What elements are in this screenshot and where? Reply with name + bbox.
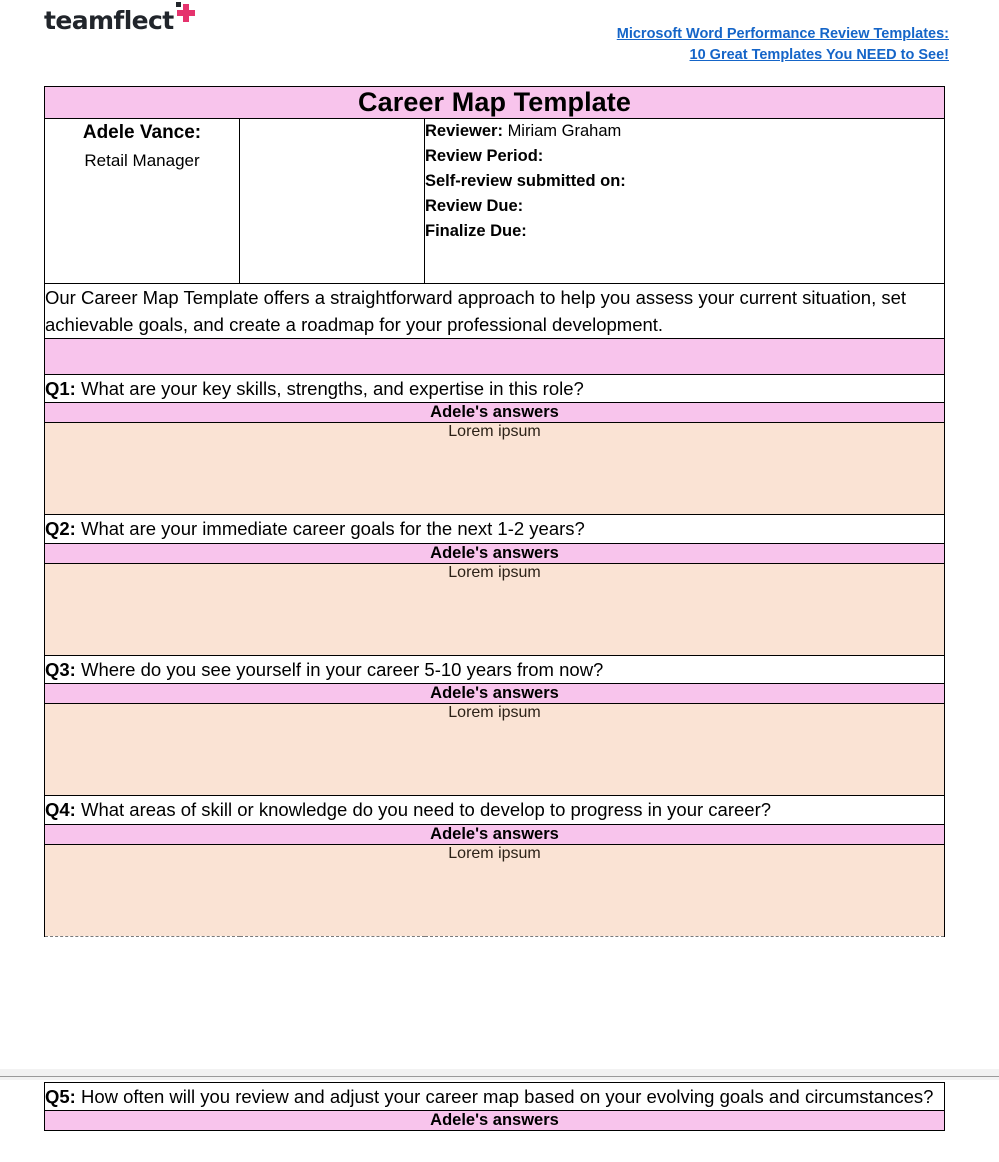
meta-reviewer-label: Reviewer: — [425, 122, 503, 140]
meta-reviewer — [425, 119, 944, 144]
question-2-number: Q2: — [45, 518, 76, 540]
teamflect-logo[interactable] — [44, 8, 197, 33]
promo-link[interactable] — [617, 24, 949, 66]
question-4-text: What areas of skill or knowledge do you need to develop to progress in your career? — [80, 799, 772, 821]
pink-spacer-band — [45, 339, 945, 375]
table-row-question-5 — [45, 1083, 945, 1111]
meta-reviewer-value: Miriam Graham — [507, 122, 622, 140]
table-row-answers-header-3 — [45, 684, 945, 704]
table-row-answers-header-5 — [45, 1111, 945, 1131]
logo-wordmark: teamflect — [44, 6, 174, 35]
answers-header-3: Adele's answers — [45, 684, 945, 704]
meta-review-due — [425, 194, 944, 219]
review-meta-cell — [425, 119, 945, 284]
question-5-cell — [45, 1083, 945, 1111]
plus-icon — [175, 2, 197, 24]
table-row-description — [45, 284, 945, 339]
table-row-answer-4 — [45, 844, 945, 936]
meta-self-review — [425, 169, 944, 194]
employee-role: Retail Manager — [84, 150, 200, 170]
question-2-text: What are your immediate career goals for the next 1-2 years? — [80, 518, 585, 540]
answers-header-4: Adele's answers — [45, 824, 945, 844]
table-row-question-4 — [45, 796, 945, 824]
question-4-number: Q4: — [45, 799, 76, 821]
answers-header-5: Adele's answers — [45, 1111, 945, 1131]
answer-field-4[interactable]: Lorem ipsum — [45, 844, 945, 936]
career-map-table — [44, 86, 945, 937]
answer-field-1[interactable]: Lorem ipsum — [45, 423, 945, 515]
employee-name: Adele Vance: — [82, 122, 202, 143]
employee-cell — [45, 119, 240, 284]
page-break-divider — [0, 1076, 999, 1077]
table-row-title — [45, 87, 945, 119]
table-row-employee-info — [45, 119, 945, 284]
table-row-question-1 — [45, 375, 945, 403]
table-row-answer-2 — [45, 563, 945, 655]
promo-link-line-2: 10 Great Templates You NEED to See! — [689, 47, 949, 64]
promo-link-line-1: Microsoft Word Performance Review Templates: — [616, 26, 949, 42]
table-row-answers-header-4 — [45, 824, 945, 844]
meta-finalize-due-label: Finalize Due: — [425, 222, 527, 241]
page-break-gap — [0, 1069, 999, 1080]
table-row-answer-1 — [45, 423, 945, 515]
page-header — [0, 0, 999, 78]
table-row-question-2 — [45, 515, 945, 543]
table-row-answers-header-2 — [45, 543, 945, 563]
question-3-text: Where do you see yourself in your career 5-10 years from now? — [80, 658, 604, 680]
question-1-cell — [45, 375, 945, 403]
question-1-number: Q1: — [45, 378, 76, 399]
template-description: Our Career Map Template offers a straightforward approach to help you assess your current situation, set achievable goals, and create a roadmap for your professional development. — [45, 284, 945, 339]
question-5-number: Q5: — [45, 1086, 76, 1107]
meta-review-due-label: Review Due: — [425, 197, 524, 216]
table-row-answers-header-1 — [45, 403, 945, 423]
meta-self-review-label: Self-review submitted on: — [425, 172, 626, 191]
page-title: Career Map Template — [45, 87, 945, 119]
question-5-text: How often will you review and adjust your career map based on your evolving goals and circumstances? — [80, 1086, 934, 1107]
career-map-table-page-2 — [44, 1082, 945, 1131]
answer-field-2[interactable]: Lorem ipsum — [45, 563, 945, 655]
answers-header-2: Adele's answers — [45, 543, 945, 563]
table-row-spacer — [45, 339, 945, 375]
answers-header-1: Adele's answers — [45, 403, 945, 423]
table-row-answer-3 — [45, 704, 945, 796]
table-row-question-3 — [45, 655, 945, 683]
answer-field-3[interactable]: Lorem ipsum — [45, 704, 945, 796]
question-1-text: What are your key skills, strengths, and expertise in this role? — [80, 378, 584, 399]
empty-cell — [240, 119, 425, 284]
question-2-cell — [45, 515, 945, 543]
meta-review-period-label: Review Period: — [425, 147, 544, 166]
question-4-cell — [45, 796, 945, 824]
question-3-cell — [45, 655, 945, 683]
meta-finalize-due — [425, 219, 944, 244]
meta-review-period — [425, 144, 944, 169]
question-3-number: Q3: — [45, 658, 76, 680]
